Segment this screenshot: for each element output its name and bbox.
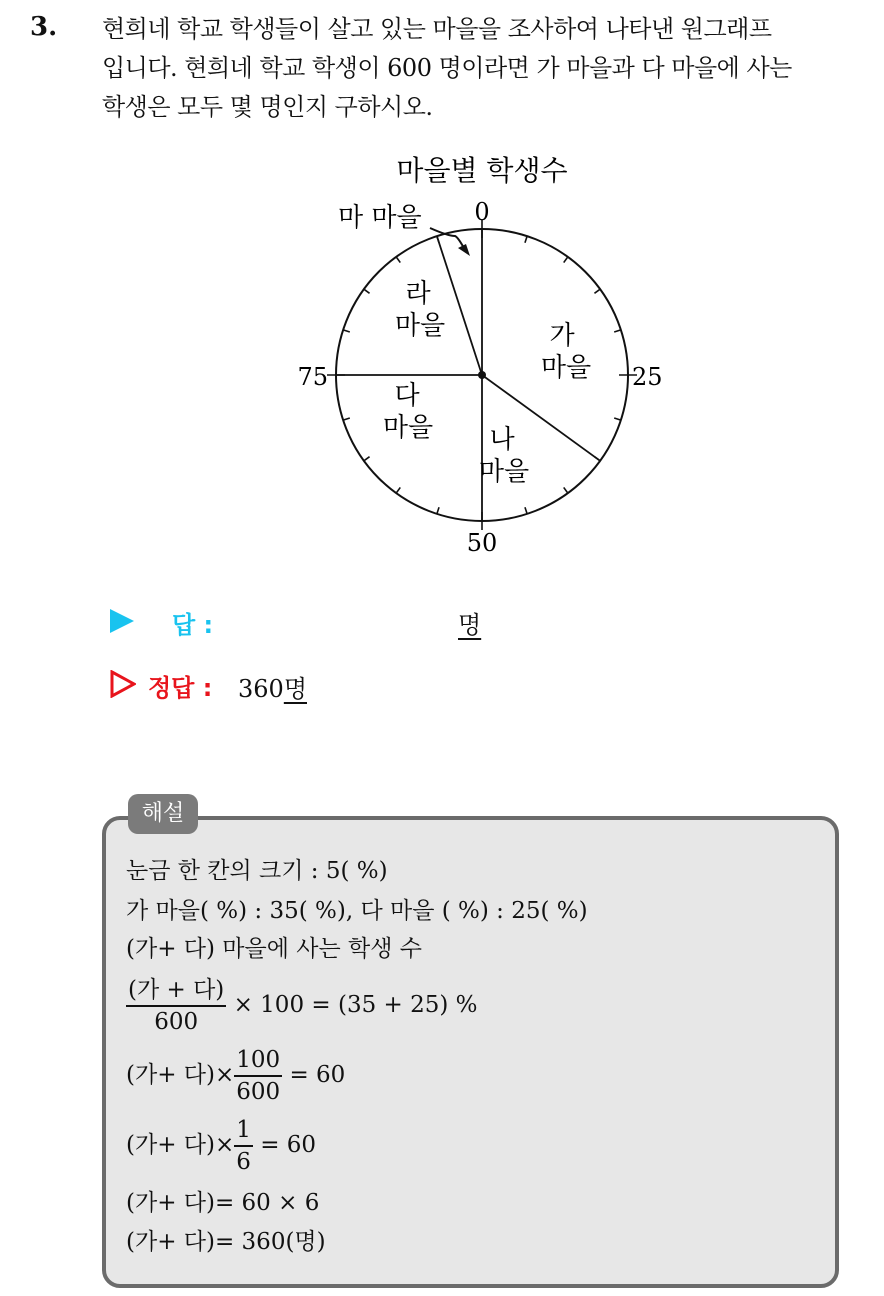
correct-triangle-icon bbox=[110, 670, 136, 698]
correct-unit: 명 bbox=[283, 675, 307, 703]
equation-4: (가+ 다)= 60 × 6 bbox=[126, 1190, 320, 1216]
scale-tick bbox=[594, 289, 600, 293]
equation-2: (가+ 다)× $\frac{100}{600}$ = 60 bbox=[126, 1047, 346, 1105]
tick-label-25: 25 bbox=[632, 363, 663, 391]
scale-tick bbox=[343, 418, 350, 420]
answer-triangle-icon bbox=[110, 609, 134, 633]
fraction: $\frac{\text{(가 + 다)}}{600}$ bbox=[128, 977, 225, 1035]
slice-label-ga-2: 마을 bbox=[540, 353, 592, 383]
question-line: 입니다. 현희네 학교 학생이 600 명이라면 가 마을과 다 마을에 사는 bbox=[102, 54, 792, 82]
slice-label-da-1: 다 bbox=[394, 381, 420, 411]
correct-label: 정답 : bbox=[148, 674, 213, 702]
scale-tick bbox=[396, 487, 400, 493]
question-text bbox=[102, 10, 872, 127]
scale-tick bbox=[614, 418, 621, 420]
scale-tick bbox=[364, 457, 370, 461]
slice-label-da-2: 마을 bbox=[382, 413, 434, 443]
scale-tick bbox=[437, 507, 439, 514]
slice-boundary bbox=[437, 236, 482, 375]
answer-row bbox=[110, 605, 510, 641]
equation-5: (가+ 다)= 360(명) bbox=[126, 1229, 326, 1255]
answer-label: 답 : bbox=[172, 611, 214, 639]
fraction: $\frac{100}{600}$ bbox=[236, 1047, 281, 1105]
explanation-line: (가+ 다) 마을에 사는 학생 수 bbox=[126, 936, 422, 962]
explanation-line: 눈금 한 칸의 크기 : 5( %) bbox=[126, 858, 388, 884]
scale-tick bbox=[343, 330, 350, 332]
slice-label-ma: 마 마을 bbox=[338, 203, 422, 233]
question-number: 3. bbox=[30, 12, 58, 42]
slice-label-ra-2: 마을 bbox=[394, 311, 446, 341]
tick-label-0: 0 bbox=[474, 198, 490, 226]
scale-tick bbox=[614, 330, 621, 332]
slice-label-ga-1: 가 bbox=[549, 321, 575, 351]
slice-label-na-2: 마을 bbox=[478, 457, 530, 487]
equation-1: $\frac{\text{(가 + 다)}}{600}$ × 100 = (35 + 25) % bbox=[128, 977, 478, 1035]
correct-value: 360 bbox=[238, 675, 284, 703]
scale-tick bbox=[525, 507, 527, 514]
slice-label-na-1: 나 bbox=[489, 425, 515, 455]
tick-label-50: 50 bbox=[466, 529, 498, 557]
pie-chart bbox=[280, 140, 700, 570]
pie-center-dot bbox=[478, 371, 486, 379]
scale-tick bbox=[396, 257, 400, 263]
equation-3: (가+ 다)× $\frac{1}{6}$ = 60 bbox=[126, 1117, 317, 1175]
fraction: $\frac{1}{6}$ bbox=[236, 1117, 251, 1175]
callout-arrowhead bbox=[458, 244, 470, 256]
question-line: 현희네 학교 학생들이 살고 있는 마을을 조사하여 나타낸 원그래프 bbox=[102, 15, 772, 43]
chart-title: 마을별 학생수 bbox=[396, 154, 568, 187]
slice-label-ra-1: 라 bbox=[405, 279, 431, 309]
scale-tick bbox=[564, 487, 568, 493]
tick-label-75: 75 bbox=[297, 363, 328, 391]
correct-answer-row bbox=[110, 668, 510, 704]
explanation-line: 가 마을( %) : 35( %), 다 마을 ( %) : 25( %) bbox=[126, 898, 588, 924]
answer-blank-unit: 명 bbox=[458, 611, 482, 639]
question-line: 학생은 모두 몇 명인지 구하시오. bbox=[102, 93, 433, 121]
scale-tick bbox=[525, 236, 527, 243]
scale-tick bbox=[564, 257, 568, 263]
scale-tick bbox=[364, 289, 370, 293]
correct-value-group bbox=[238, 669, 307, 704]
explanation-tag: 해설 bbox=[128, 794, 198, 834]
